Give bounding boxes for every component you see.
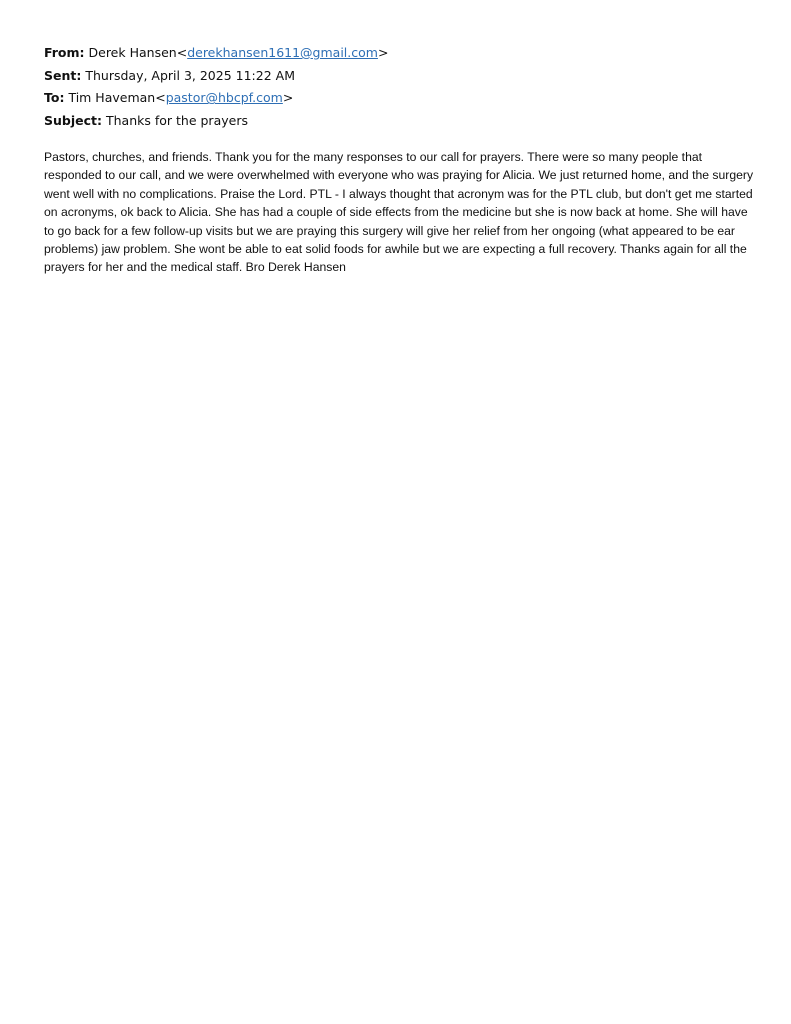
sent-date: Thursday, April 3, 2025 11:22 AM [85, 67, 295, 83]
sent-label: Sent: [44, 67, 82, 83]
sender-close-bracket: > [377, 45, 389, 60]
recipient-close-bracket: > [282, 90, 294, 106]
sent-line [44, 67, 744, 90]
recipient-open-bracket: < [155, 90, 166, 106]
to-label: To: [44, 90, 65, 106]
email-body: Pastors, churches, and friends. Thank you for the many responses to our call for prayers. There were so many people that responded to our call, and we were overwhelmed with everyone who was praying for Alicia. We just returned home, and the surgery went well with no complications. Praise the Lord. PTL - I always thought that acronym was for the PTL club, but don't get me started on acronyms, ok back to Alicia. She has had a couple of side effects from the medicine but she is now back at home. She will have to go back for a few follow-up visits but we are praying this surgery will give her relief from her ongoing (what appeared to be ear problems) jaw problem. She wont be able to eat solid foods for awhile but we are expecting a full recovery. Thanks again for all the prayers for her and the medical staff. Bro Derek Hansen [44, 150, 754, 275]
subject-text: Thanks for the prayers [105, 113, 248, 129]
from-label: From: [44, 45, 85, 60]
subject-line [44, 112, 744, 135]
sender-name: Derek Hansen [88, 45, 177, 60]
sender-open-bracket: < [176, 45, 188, 60]
subject-label: Subject: [44, 113, 102, 129]
email-header-block [44, 44, 744, 135]
sender-email-link[interactable]: derekhansen1611@gmail.com [187, 45, 378, 60]
recipient-name: Tim Haveman [68, 90, 156, 106]
from-line [44, 44, 744, 67]
to-line [44, 89, 744, 112]
recipient-email-link[interactable]: pastor@hbcpf.com [165, 90, 283, 106]
